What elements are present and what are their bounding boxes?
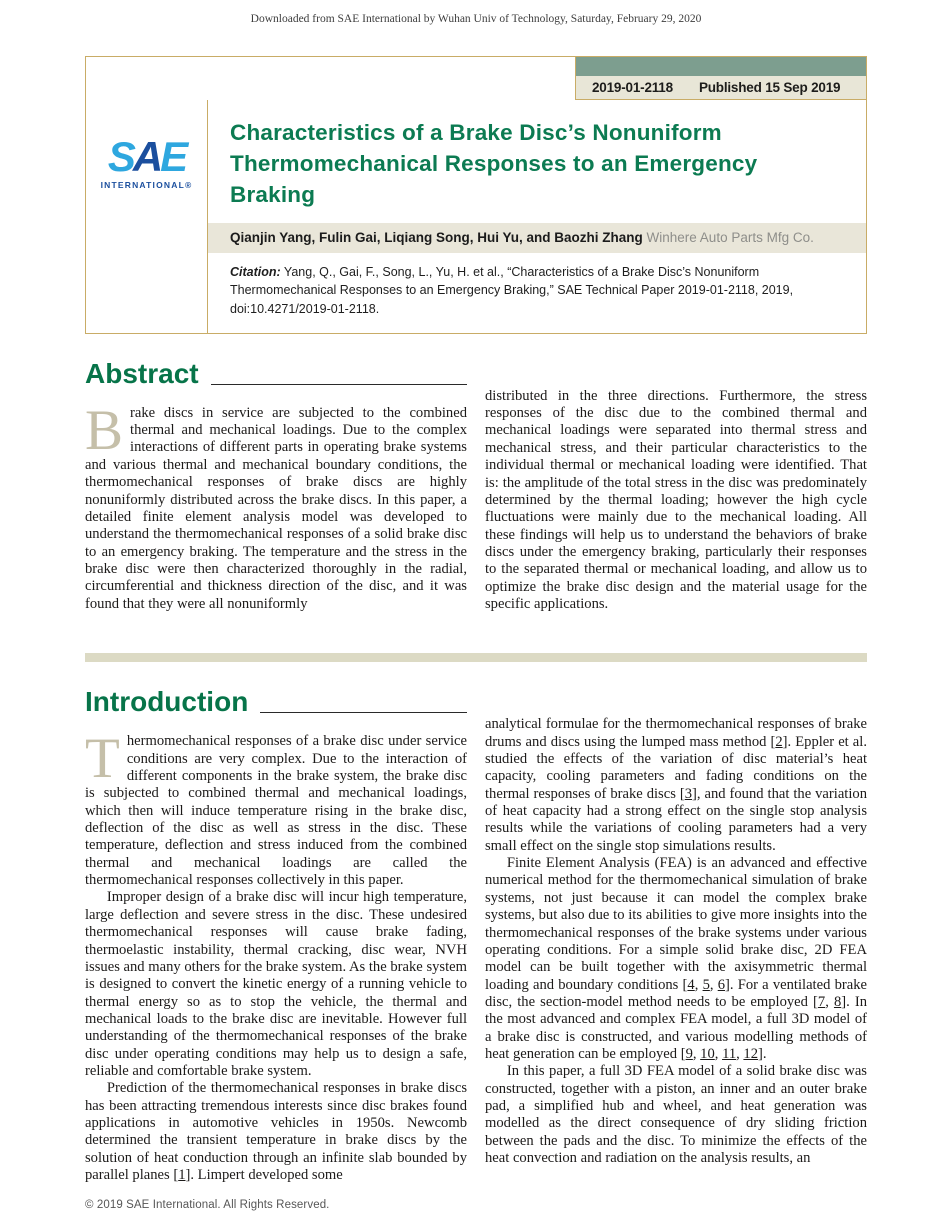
published-date: Published 15 Sep 2019: [698, 80, 841, 95]
introduction-paragraph: Improper design of a brake disc will incur high temperature, large deflection and severe stress in the disc. These undesired thermomechanical responses will cause brake fading, thermoelastic instability, thermal cracking, disc wear, NVH issues and many others for the brake system. As the brake system is designed to convert the kinetic energy of a running vehicle to thermal energy so as to stop the vehicle, the thermal and mechanical loads to the brake disc are inevitable. However full understanding of the thermomechanical responses of the brake disc under operating conditions may help us to design a safe, reliable and comfortable brake system.: [85, 889, 467, 1080]
reference-link[interactable]: 5: [702, 976, 710, 993]
abstract-paragraph: distributed in the three directions. Furthermore, the stress responses of the disc due to the combined thermal and mechanical loadings were separated into thermal stress and mechanical stress, and their particular characteristics to the individual thermal or mechanical loading were identified. That is: the amplitude of the total stress in the disc was predominately determined by the thermal loading; however the high cycle fluctuations were mainly due to the mechanical loading. All these findings will help us to understand the behaviors of brake discs under the emergency braking, particularly their responses to the separated thermal or mechanical loading, and allow us to optimize the brake disc design and the material usage for the specific applications.: [485, 387, 867, 613]
publication-bar: [576, 76, 866, 99]
reference-link[interactable]: 12: [743, 1046, 759, 1063]
drop-cap: B: [85, 398, 124, 462]
abstract-text: rake discs in service are subjected to the combined thermal and mechanical loadings. Due to the complex interactions of different parts in operating brake systems and various thermal and mechanical boundary conditions, the thermomechanical responses of brake discs are highly nonuniformly distributed across the brake discs. In this paper, a detailed finite element analysis model was developed to understand the thermomechanical responses of a solid brake disc to an emergency braking. The temperature and the stress in the brake disc were then characterized thoroughly in the radial, circumferential and thickness direction of the disc, and it was found that they were all nonuniformly: [85, 404, 467, 612]
download-notice: Downloaded from SAE International by Wuhan Univ of Technology, Saturday, February 29, 2020: [250, 13, 702, 25]
introduction-column-left: [85, 727, 467, 1184]
drop-cap: T: [85, 727, 120, 791]
page-content: [85, 56, 867, 1185]
logo-cell: [86, 100, 208, 333]
reference-link[interactable]: 7: [817, 993, 826, 1010]
copyright-footer: © 2019 SAE International. All Rights Reserved.: [85, 1199, 330, 1211]
reference-link[interactable]: 1: [178, 1167, 186, 1184]
abstract-heading: Abstract: [85, 357, 199, 389]
reference-link[interactable]: 8: [833, 993, 842, 1010]
section-divider: [85, 653, 867, 662]
reference-link[interactable]: 6: [717, 976, 725, 993]
abstract-paragraph: [85, 398, 467, 613]
citation-label: Citation:: [230, 264, 281, 279]
sae-logo: [107, 133, 186, 180]
introduction-heading: Introduction: [85, 686, 249, 718]
reference-link[interactable]: 2: [775, 733, 783, 750]
introduction-paragraph: analytical formulae for the thermomechanical responses of brake drums and discs using the lumped mass method [2]. Eppler et al. studied the effects of the variation of disc material’s heat capacity, cooling parameters and fading conditions on the thermal responses of brake discs [3], and found that the variation of heat capacity had a strong effect on the single stop analysis results while the variations of cooling parameters had a very small effect on the single stop simulations results.: [485, 716, 868, 854]
heading-rule: [260, 712, 467, 713]
introduction-text: hermomechanical responses of a brake disc under service conditions are very complex. Due to the interaction of different components in the brake system, the brake disc is subjected to combined thermal and mechanical loadings, which then will induce temperature rising in the brake disc, deflection of the disc as well as stress in the disc. These temperature, deflection and stress induced from the combined thermal and mechanical loadings are called the thermomechanical responses collectively in this paper.: [85, 733, 467, 889]
header-main-row: [86, 100, 866, 333]
abstract-heading-row: [85, 359, 467, 390]
abstract-columns: [85, 387, 867, 614]
publication-block: [575, 57, 866, 100]
introduction-section: [85, 687, 867, 1184]
introduction-paragraph: Finite Element Analysis (FEA) is an advanced and effective numerical method for the thermomechanical simulation of brake systems, not just because it can model the complex brake systems, but also due to its abilities to give more insights into the thermomechanical responses of the brake systems under various operating conditions. For a simple solid brake disc, 2D FEA model can be built together with the axisymmetric thermal loading and boundary conditions [4, 5, 6]. For a ventilated brake disc, the section-model method needs to be employed [7, 8]. In the most advanced and complex FEA model, a full 3D model of a brake disc is constructed, and various modelling methods of heat generation can be employed [9, 10, 11, 12].: [485, 855, 868, 1063]
introduction-paragraph: [85, 727, 467, 889]
paper-number: 2019-01-2118: [592, 80, 673, 95]
introduction-paragraph: Prediction of the thermomechanical responses in brake discs has been attracting tremendous interests since disc brakes found applications in automotive vehicles in 1950s. Newcomb determined the transient temperature in brake discs by the solution of heat conduction through an infinite slab bounded by parallel planes [1]. Limpert developed some: [85, 1080, 467, 1184]
sae-logo-letter: A: [132, 133, 161, 180]
sae-logo-letter: E: [160, 133, 186, 180]
reference-link[interactable]: 3: [684, 785, 693, 802]
sae-logo-letter: S: [107, 133, 133, 180]
introduction-paragraph: In this paper, a full 3D FEA model of a solid brake disc was constructed, together with a piston, an inner and an outer brake pad, a simplified hub and wheel, and heat generation was modelled as the direct consequence of dry sliding friction between the pads and the disc. To minimize the effects of the heat convection and radiation on the analysis results, an: [485, 1063, 867, 1167]
reference-link[interactable]: 9: [685, 1046, 693, 1063]
authors: Qianjin Yang, Fulin Gai, Liqiang Song, Hui Yu, and Baozhi Zhang: [230, 230, 643, 246]
sae-international-label: INTERNATIONAL®: [100, 180, 193, 190]
introduction-columns: [85, 716, 868, 1184]
citation: [230, 253, 866, 333]
citation-text: Yang, Q., Gai, F., Song, L., Yu, H. et al., “Characteristics of a Brake Disc’s Nonuniform Thermomechanical Responses to an Emergency Braking,” SAE Technical Paper 2019-01-2118, 2019, doi:10.4271/2019-01-2118.: [230, 264, 794, 317]
reference-link[interactable]: 11: [722, 1046, 737, 1063]
publication-row: [86, 57, 866, 100]
abstract-column-left: [85, 398, 467, 614]
abstract-section: [85, 359, 867, 613]
reference-link[interactable]: 10: [700, 1046, 715, 1063]
green-accent-band: [576, 57, 866, 76]
header-right-cell: [208, 100, 866, 333]
author-bar: [208, 223, 866, 253]
heading-rule: [211, 384, 467, 385]
reference-link[interactable]: 4: [687, 976, 695, 993]
paper-title: Characteristics of a Brake Disc’s Nonuniform Thermomechanical Responses to an Emergency Braking: [230, 120, 758, 208]
paper-header-box: [85, 56, 867, 334]
introduction-heading-row: [85, 687, 467, 718]
introduction-column-right: [485, 716, 867, 1184]
affiliation: Winhere Auto Parts Mfg Co.: [642, 230, 814, 246]
abstract-column-right: [485, 388, 867, 614]
